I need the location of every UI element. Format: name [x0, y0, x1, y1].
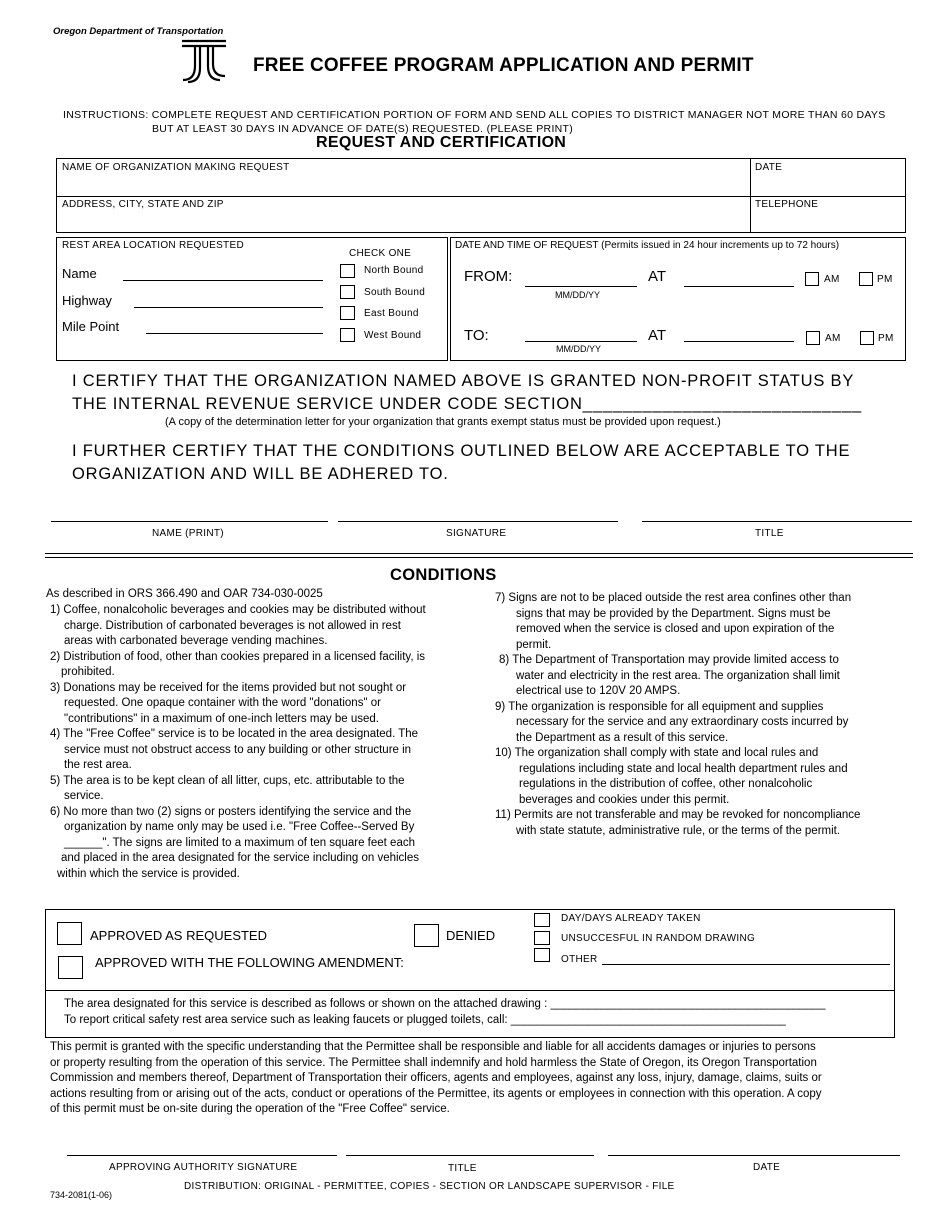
- other-label: OTHER: [561, 954, 598, 965]
- liability-line-5: of this permit must be on-site during the operation of the "Free Coffee" service.: [50, 1103, 450, 1116]
- condition-1-line-2: charge. Distribution of carbonated beverages is not allowed in rest: [64, 619, 401, 632]
- to-pm-label: PM: [878, 333, 894, 344]
- highway-label: Highway: [62, 293, 112, 308]
- approved-amended-label: APPROVED WITH THE FOLLOWING AMENDMENT:: [95, 955, 404, 970]
- east-bound-label: East Bound: [364, 308, 419, 319]
- from-am-checkbox[interactable]: [805, 272, 819, 286]
- condition-2-line-2: prohibited.: [61, 666, 115, 678]
- instructions-line-1: INSTRUCTIONS: COMPLETE REQUEST AND CERTIFICATION PORTION OF FORM AND SEND ALL COPIES TO DISTRICT MANAGER NOT MORE THAN 60 DAYS: [63, 109, 886, 121]
- organization-box: [56, 158, 906, 233]
- authority-date-label: DATE: [753, 1162, 781, 1173]
- from-date-format: MM/DD/YY: [555, 290, 600, 300]
- liability-line-1: This permit is granted with the specific understanding that the Permittee shall be responsible and liable for all accidents damages or injuries to persons: [50, 1041, 816, 1053]
- condition-6-line-2: organization by name only may be used i.e. "Free Coffee--Served By: [64, 821, 415, 833]
- form-number: 734-2081(1-06): [50, 1190, 113, 1200]
- certify-line-1: I CERTIFY THAT THE ORGANIZATION NAMED ABOVE IS GRANTED NON-PROFIT STATUS BY: [72, 372, 855, 390]
- to-time-field[interactable]: [684, 341, 794, 342]
- condition-2-line-1: 2) Distribution of food, other than cookies prepared in a licensed facility, is: [50, 650, 426, 663]
- condition-8-line-2: water and electricity in the rest area. The organization shall limit: [516, 669, 840, 682]
- condition-9-line-2: necessary for the service and any extraordinary costs incurred by: [516, 716, 849, 728]
- conditions-heading: CONDITIONS: [390, 566, 497, 584]
- signature-line[interactable]: [338, 521, 618, 522]
- approved-label: APPROVED AS REQUESTED: [90, 928, 267, 943]
- condition-11-line-1: 11) Permits are not transferable and may be revoked for noncompliance: [495, 809, 861, 821]
- condition-10-line-4: beverages and cookies under this permit.: [519, 793, 730, 806]
- agency-name: Oregon Department of Transportation: [53, 26, 224, 37]
- to-am-label: AM: [825, 333, 841, 344]
- further-certify-line-1: I FURTHER CERTIFY THAT THE CONDITIONS OUTLINED BELOW ARE ACCEPTABLE TO THE: [72, 442, 851, 460]
- highway-field[interactable]: [134, 307, 323, 308]
- liability-line-4: actions resulting from or arising out of the acts, conduct or operations of the Permittee, its agents or employees in connection with this operation. A copy: [50, 1087, 822, 1100]
- east-bound-checkbox[interactable]: [340, 306, 355, 320]
- conditions-intro: As described in ORS 366.490 and OAR 734-030-0025: [46, 588, 323, 600]
- approval-box: [45, 909, 895, 1038]
- to-at-label: AT: [648, 327, 667, 344]
- condition-8-line-3: electrical use to 120V 20 AMPS.: [516, 685, 681, 697]
- condition-4-line-3: the rest area.: [64, 759, 132, 771]
- condition-5-line-2: service.: [64, 790, 104, 802]
- condition-10-line-3: regulations in the distribution of coffee, other nonalcoholic: [519, 778, 813, 790]
- authority-signature-line[interactable]: [67, 1155, 337, 1156]
- from-am-label: AM: [824, 274, 840, 285]
- conditions-left-column: [50, 603, 470, 882]
- certify-note: (A copy of the determination letter for your organization that grants exempt status must be provided upon request.): [165, 416, 721, 428]
- date-field[interactable]: [754, 173, 902, 195]
- authority-signature-label: APPROVING AUTHORITY SIGNATURE: [109, 1162, 298, 1173]
- section-divider: [45, 553, 913, 558]
- to-label: TO:: [464, 327, 489, 344]
- area-designated-line: The area designated for this service is described as follows or shown on the attached drawing : ___________________________________________: [64, 998, 826, 1010]
- from-date-field[interactable]: [525, 286, 637, 287]
- condition-4-line-2: service must not obstruct access to any building or other structure in: [64, 743, 412, 756]
- condition-7-line-1: 7) Signs are not to be placed outside the rest area confines other than: [495, 592, 852, 604]
- liability-line-2: or property resulting from the operation of this service. The Permittee shall indemnify and hold harmless the State of Oregon, its Oregon Transportation: [50, 1056, 817, 1069]
- unsuccessful-checkbox[interactable]: [534, 931, 550, 945]
- authority-title-line[interactable]: [346, 1155, 594, 1156]
- condition-9-line-3: the Department as a result of this service.: [516, 731, 729, 744]
- odot-logo-icon: [180, 38, 228, 84]
- north-bound-checkbox[interactable]: [340, 264, 355, 278]
- rest-area-box: [56, 237, 448, 361]
- rest-area-label: REST AREA LOCATION REQUESTED: [62, 240, 244, 251]
- condition-9-line-1: 9) The organization is responsible for all equipment and supplies: [495, 700, 824, 713]
- instructions-line-2: BUT AT LEAST 30 DAYS IN ADVANCE OF DATE(S) REQUESTED. (PLEASE PRINT): [152, 123, 574, 135]
- condition-6-line-1: 6) No more than two (2) signs or posters identifying the service and the: [50, 805, 412, 818]
- distribution-line: DISTRIBUTION: ORIGINAL - PERMITTEE, COPIES - SECTION OR LANDSCAPE SUPERVISOR - FILE: [184, 1181, 675, 1192]
- title-line[interactable]: [642, 521, 912, 522]
- condition-10-line-2: regulations including state and local health department rules and: [519, 762, 848, 775]
- to-date-format: MM/DD/YY: [556, 344, 601, 354]
- condition-1-line-3: areas with carbonated beverage vending machines.: [64, 635, 328, 647]
- approved-amended-checkbox[interactable]: [58, 956, 83, 979]
- south-bound-label: South Bound: [364, 287, 426, 298]
- other-reason-field[interactable]: [602, 964, 890, 965]
- report-line: To report critical safety rest area service such as leaking faucets or plugged toilets, call: ___________________________________________: [64, 1014, 786, 1026]
- condition-11-line-2: with state statute, administrative rule, or the terms of the permit.: [516, 824, 841, 837]
- condition-10-line-1: 10) The organization shall comply with state and local rules and: [495, 747, 819, 759]
- from-time-field[interactable]: [684, 286, 794, 287]
- signature-label: SIGNATURE: [446, 528, 507, 539]
- datetime-label: DATE AND TIME OF REQUEST (Permits issued in 24 hour increments up to 72 hours): [455, 240, 840, 251]
- authority-title-label: TITLE: [448, 1163, 477, 1174]
- unsuccessful-label: UNSUCCESFUL IN RANDOM DRAWING: [561, 933, 756, 944]
- approved-checkbox[interactable]: [57, 922, 82, 945]
- from-label: FROM:: [464, 268, 513, 285]
- to-pm-checkbox[interactable]: [860, 331, 874, 345]
- west-bound-checkbox[interactable]: [340, 328, 355, 342]
- certify-line-2: THE INTERNAL REVENUE SERVICE UNDER CODE SECTION____________________________: [72, 395, 863, 413]
- other-checkbox[interactable]: [534, 948, 550, 962]
- address-field[interactable]: [57, 210, 747, 232]
- rest-area-name-field[interactable]: [123, 280, 323, 281]
- denied-label: DENIED: [446, 928, 496, 943]
- to-date-field[interactable]: [525, 341, 637, 342]
- telephone-field[interactable]: [754, 210, 902, 232]
- address-label: ADDRESS, CITY, STATE AND ZIP: [62, 199, 224, 210]
- condition-5-line-1: 5) The area is to be kept clean of all litter, cups, etc. attributable to the: [50, 774, 405, 787]
- condition-1-line-1: 1) Coffee, nonalcoholic beverages and cookies may be distributed without: [50, 604, 426, 616]
- print-name-line[interactable]: [51, 521, 328, 522]
- datetime-box: [450, 237, 906, 361]
- request-heading: REQUEST AND CERTIFICATION: [316, 134, 567, 151]
- condition-7-line-4: permit.: [516, 638, 552, 651]
- condition-6-line-5: within which the service is provided.: [57, 867, 240, 880]
- to-am-checkbox[interactable]: [806, 331, 820, 345]
- from-pm-checkbox[interactable]: [859, 272, 873, 286]
- from-at-label: AT: [648, 268, 667, 285]
- org-name-field[interactable]: [57, 173, 747, 195]
- liability-paragraph: [50, 1040, 920, 1118]
- day-taken-checkbox[interactable]: [534, 913, 550, 927]
- denied-checkbox[interactable]: [414, 924, 439, 947]
- condition-3-line-1: 3) Donations may be received for the items provided but not sought or: [50, 681, 407, 694]
- milepoint-label: Mile Point: [62, 319, 120, 334]
- south-bound-checkbox[interactable]: [340, 285, 355, 299]
- condition-6-line-4: and placed in the area designated for the service including on vehicles: [61, 852, 420, 864]
- west-bound-label: West Bound: [364, 330, 422, 341]
- condition-3-line-3: "contributions" in a maximum of one-inch letters may be used.: [64, 712, 379, 725]
- day-taken-label: DAY/DAYS ALREADY TAKEN: [561, 913, 701, 924]
- org-name-label: NAME OF ORGANIZATION MAKING REQUEST: [62, 162, 290, 173]
- rest-area-name-label: Name: [62, 266, 97, 281]
- title-label: TITLE: [755, 528, 784, 539]
- milepoint-field[interactable]: [146, 333, 323, 334]
- further-certify-line-2: ORGANIZATION AND WILL BE ADHERED TO.: [72, 465, 449, 483]
- condition-6-line-3: ______". The signs are limited to a maximum of ten square feet each: [64, 836, 415, 849]
- from-pm-label: PM: [877, 274, 893, 285]
- conditions-right-column: [495, 591, 915, 839]
- north-bound-label: North Bound: [364, 265, 424, 276]
- check-one-label: CHECK ONE: [349, 248, 412, 259]
- condition-3-line-2: requested. One opaque container with the word "donations" or: [64, 697, 381, 709]
- form-title: FREE COFFEE PROGRAM APPLICATION AND PERMIT: [253, 55, 754, 76]
- print-name-label: NAME (PRINT): [152, 528, 224, 539]
- condition-7-line-2: signs that may be provided by the Department. Signs must be: [516, 607, 831, 620]
- condition-8-line-1: 8) The Department of Transportation may provide limited access to: [499, 654, 839, 666]
- authority-date-line[interactable]: [608, 1155, 900, 1156]
- telephone-label: TELEPHONE: [755, 199, 819, 210]
- condition-4-line-1: 4) The "Free Coffee" service is to be located in the area designated. The: [50, 728, 419, 740]
- condition-7-line-3: removed when the service is closed and upon expiration of the: [516, 623, 835, 635]
- liability-line-3: Commission and members thereof, Department of Transportation their officers, agents and employees, against any loss, injury, damage, claims, suits or: [50, 1072, 822, 1085]
- date-label: DATE: [755, 162, 783, 173]
